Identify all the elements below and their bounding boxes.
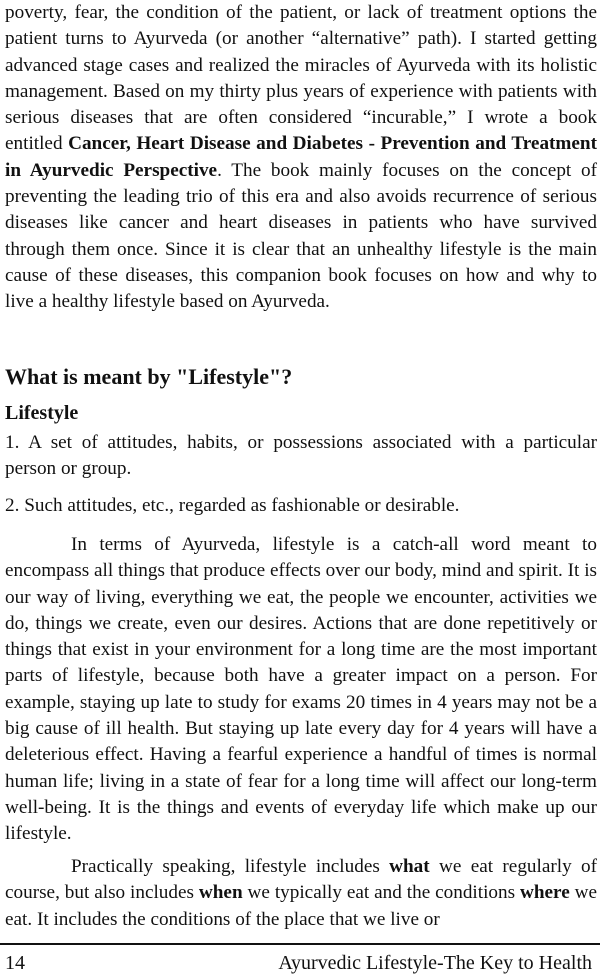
book-title-reference: Cancer, Heart Disease and Diabetes - Prevention and Treatment in Ayurvedic Perspective	[5, 133, 597, 181]
p3-text-1: Practically speaking, lifestyle includes	[71, 856, 390, 877]
practical-lifestyle-paragraph	[5, 854, 597, 933]
p3-text-3: we typically eat and the conditions	[242, 882, 520, 904]
p3-emphasis-when: when	[198, 882, 243, 904]
ayurveda-lifestyle-paragraph: In terms of Ayurveda, lifestyle is a catch-all word meant to encompass all things that produce effects over our body, mind and spirit. It is our way of living, everything we eat, the people we encounter, activities we do, things we create, even our desires. Actions that are done repetitively or things that exist in your environment for a long time are the most important parts of lifestyle, because both have a greater impact on a person. For example, staying up late to study for exams 20 times in 4 years may not be a big cause of ill health. But staying up late every day for 4 years will have a deleterious effect. Having a fearful experience a handful of times is normal human life; living in a state of fear for a long time will affect our long-term well-being. It is the things and events of everyday life which make up our lifestyle.	[5, 534, 597, 845]
p3-emphasis-what: what	[389, 856, 430, 877]
section-heading: What is meant by "Lifestyle"?	[5, 364, 293, 389]
p3-text-4: we eat. It includes the conditions of the place that we live or	[5, 882, 598, 930]
p3-text-2: we eat regularly of course, but also includes	[5, 856, 597, 904]
definition-meaning-1: 1. A set of attitudes, habits, or possessions associated with a particular person or group.	[5, 432, 597, 480]
intro-text-end: . The book mainly focuses on the concept of preventing the leading trio of this era and also avoids recurrence of serious diseases like cancer and heart diseases in patients who have survived through them once. Since it is clear that an unhealthy lifestyle is the main cause of these diseases, this companion book focuses on how and why to live a healthy lifestyle based on Ayurveda.	[5, 159, 597, 313]
p3-emphasis-where: where	[519, 882, 570, 904]
intro-text-start: poverty, fear, the condition of the patient, or lack of treatment options the patient turns to Ayurveda (or another “alternative” path). I started getting advanced stage cases and realized the miracles of Ayurveda with its holistic management. Based on my thirty plus years of experience with patients with serious diseases that are often considered “incurable,” I wrote a book entitled	[5, 2, 597, 155]
intro-paragraph	[5, 0, 597, 316]
running-footer-title: Ayurvedic Lifestyle-The Key to Health	[278, 952, 592, 974]
definition-meaning-2: 2. Such attitudes, etc., regarded as fashionable or desirable.	[5, 495, 460, 516]
definition-term: Lifestyle	[5, 402, 79, 424]
footer-divider	[0, 943, 600, 945]
page-number: 14	[5, 952, 25, 974]
